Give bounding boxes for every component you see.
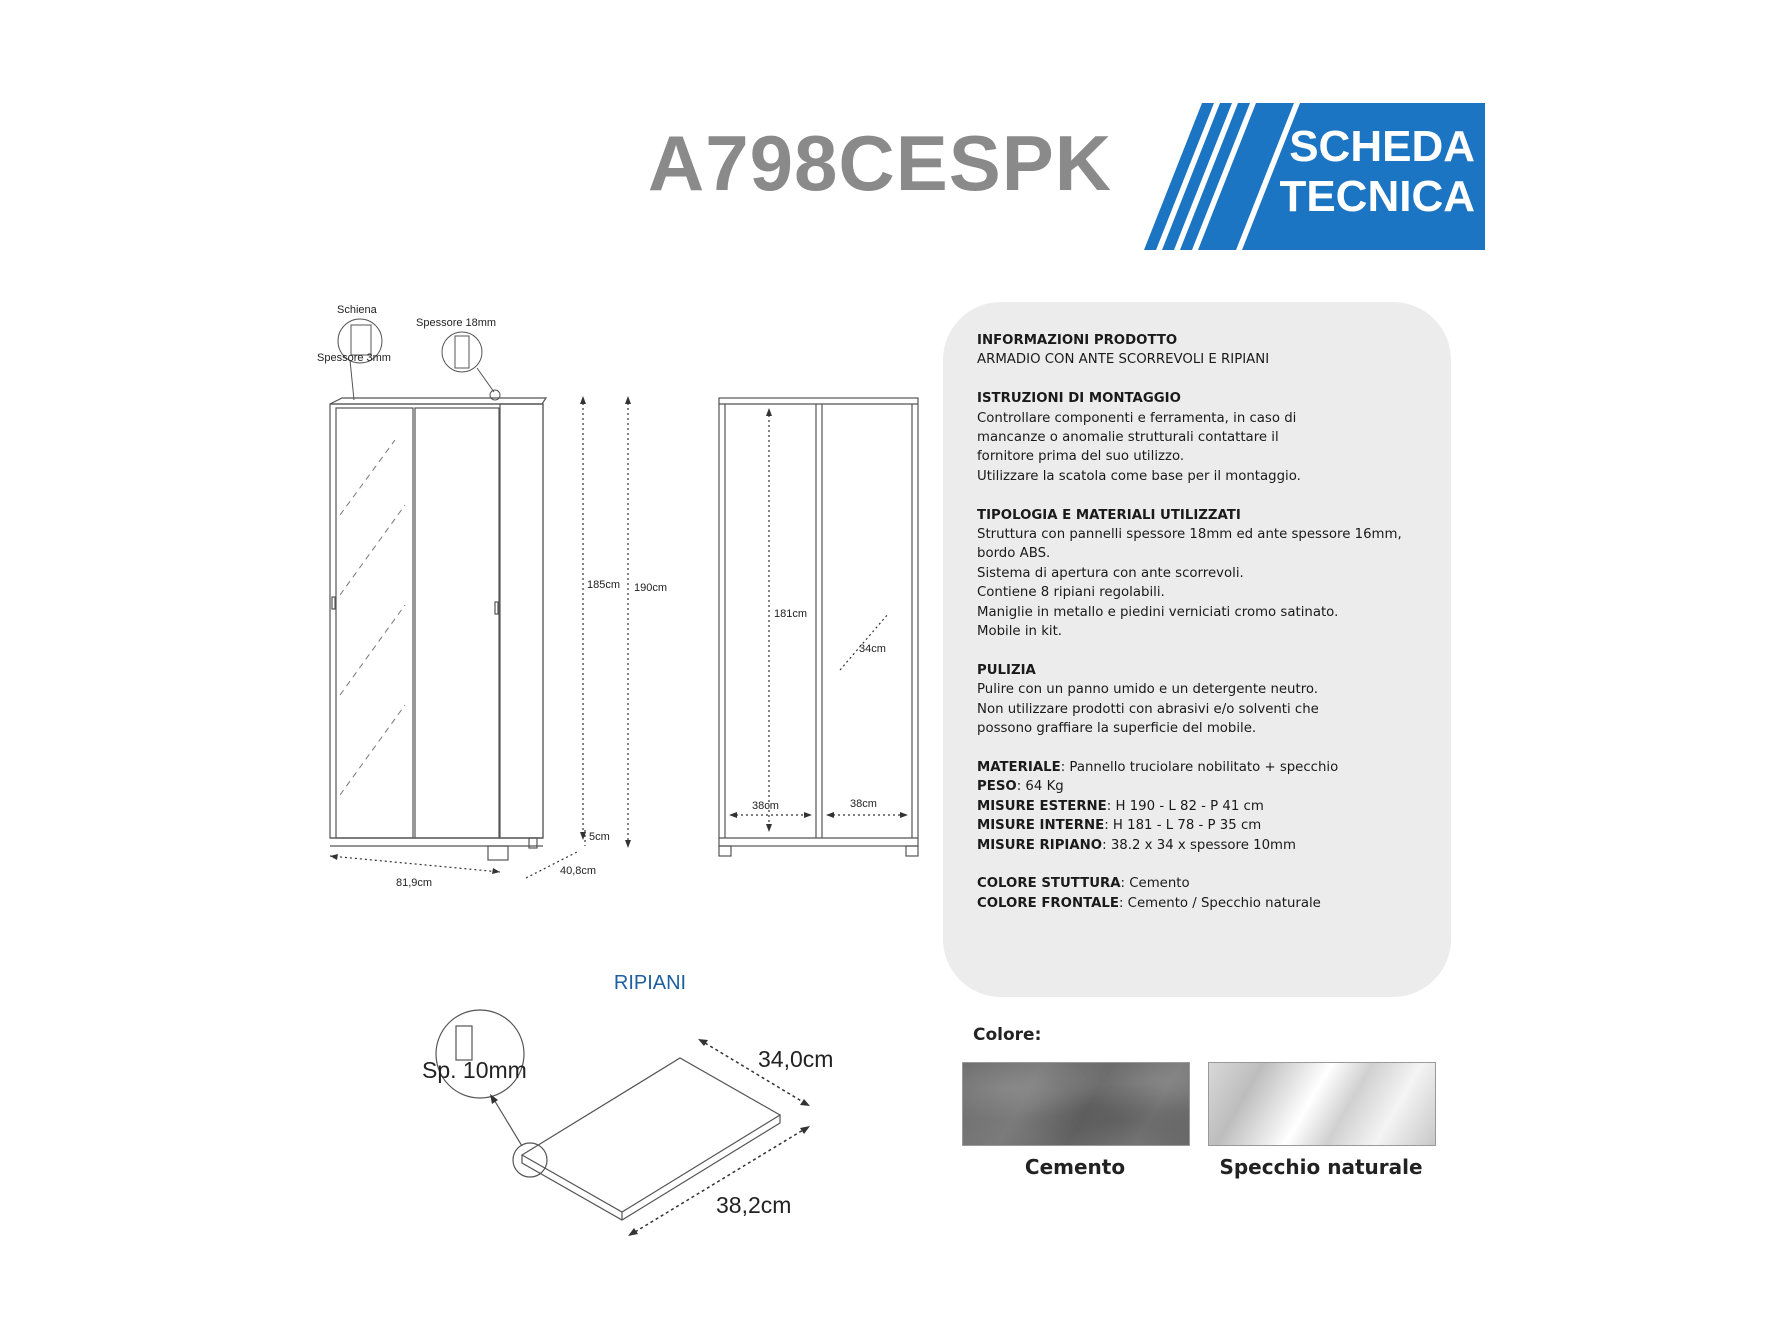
section-title: TIPOLOGIA E MATERIALI UTILIZZATI bbox=[977, 507, 1241, 523]
label-schiena: Schiena bbox=[337, 304, 377, 316]
swatch-cemento bbox=[962, 1062, 1190, 1146]
shelf-top bbox=[522, 1058, 780, 1212]
dim-height-190: 190cm bbox=[634, 582, 668, 594]
dim-depth-40-8: 40,8cm bbox=[560, 865, 597, 877]
door-handle bbox=[332, 597, 335, 609]
wardrobe-top bbox=[330, 398, 546, 404]
shelf-drawing bbox=[436, 1010, 780, 1220]
section-materiali bbox=[977, 506, 1437, 642]
shelf-zoom-profile bbox=[456, 1026, 472, 1060]
spec-peso: PESO: 64 Kg bbox=[977, 779, 1064, 795]
section-title: ISTRUZIONI DI MONTAGGIO bbox=[977, 391, 1181, 407]
shelf-zoom-circle bbox=[436, 1010, 524, 1098]
section-specs bbox=[977, 758, 1437, 855]
text-line: Maniglie in metallo e piedini verniciati cromo satinato. bbox=[977, 604, 1339, 620]
text-line: possono graffiare la superficie del mobile. bbox=[977, 721, 1257, 737]
sliding-door-cemento bbox=[415, 408, 499, 838]
section-title: PULIZIA bbox=[977, 662, 1036, 678]
dim-inside-height-181: 181cm bbox=[774, 608, 808, 620]
wardrobe-side bbox=[500, 404, 543, 838]
text-line: Struttura con pannelli spessore 18mm ed ante spessore 16mm, bbox=[977, 527, 1402, 543]
inside-arrowheads bbox=[729, 408, 908, 832]
badge-line-2: TECNICA bbox=[1279, 172, 1475, 221]
dim-base-5: 5cm bbox=[589, 831, 610, 843]
text-line: bordo ABS. bbox=[977, 546, 1051, 562]
text-line: Utilizzare la scatola come base per il montaggio. bbox=[977, 468, 1301, 484]
dim-width-81-9: 81,9cm bbox=[396, 877, 433, 889]
swatch-label-specchio: Specchio naturale bbox=[1219, 1155, 1423, 1179]
dim-inside-width-38-left: 38cm bbox=[752, 800, 779, 812]
spec-misure-ripiano: MISURE RIPIANO: 38.2 x 34 x spessore 10mm bbox=[977, 837, 1296, 853]
ripiani-title: RIPIANI bbox=[613, 972, 687, 994]
mirror-reflection-lines bbox=[340, 440, 405, 795]
label-spessore-3mm: Spessore 3mm bbox=[317, 352, 391, 364]
text-line: Non utilizzare prodotti con abrasivi e/o solventi che bbox=[977, 701, 1319, 717]
inside-dimension-lines bbox=[731, 410, 906, 830]
inside-foot bbox=[906, 846, 918, 856]
spec-misure-esterne: MISURE ESTERNE: H 190 - L 82 - P 41 cm bbox=[977, 798, 1264, 814]
spec-colore-frontale: COLORE FRONTALE: Cemento / Specchio naturale bbox=[977, 895, 1321, 911]
shelf-depth-label: 34,0cm bbox=[758, 1046, 834, 1072]
wardrobe-foot bbox=[488, 846, 508, 860]
text-line: Sistema di apertura con ante scorrevoli. bbox=[977, 565, 1244, 581]
shelf-width-label: 38,2cm bbox=[716, 1192, 792, 1218]
wardrobe-inside-view bbox=[719, 398, 918, 856]
dim-height-185: 185cm bbox=[587, 579, 621, 591]
badge-line-1: SCHEDA bbox=[1289, 122, 1475, 171]
section-prodotto bbox=[977, 331, 1437, 370]
section-pulizia bbox=[977, 661, 1437, 739]
wardrobe-front-view bbox=[330, 398, 546, 860]
info-text bbox=[977, 331, 1437, 933]
spec-materiale: MATERIALE: Pannello truciolare nobilitato + specchio bbox=[977, 759, 1339, 775]
swatch-specchio-naturale bbox=[1208, 1062, 1436, 1146]
spec-colore-struttura: COLORE STUTTURA: Cemento bbox=[977, 876, 1190, 892]
text-line: Mobile in kit. bbox=[977, 624, 1063, 640]
shelf-thickness-label: Sp. 10mm bbox=[422, 1057, 527, 1083]
text-line: ARMADIO CON ANTE SCORREVOLI E RIPIANI bbox=[977, 352, 1270, 368]
text-line: Controllare componenti e ferramenta, in caso di bbox=[977, 410, 1297, 426]
dim-inside-width-38-right: 38cm bbox=[850, 798, 877, 810]
wardrobe-body bbox=[330, 404, 543, 838]
section-title: INFORMAZIONI PRODOTTO bbox=[977, 333, 1178, 348]
dim-inside-depth-34: 34cm bbox=[859, 643, 886, 655]
sliding-door-mirror bbox=[336, 408, 413, 838]
label-spessore-18mm: Spessore 18mm bbox=[416, 317, 497, 329]
section-colors bbox=[977, 874, 1437, 913]
text-line: Contiene 8 ripiani regolabili. bbox=[977, 585, 1165, 601]
text-line: fornitore prima del suo utilizzo. bbox=[977, 449, 1185, 465]
front-dimension-lines bbox=[330, 398, 628, 878]
inside-foot bbox=[719, 846, 731, 856]
text-line: Pulire con un panno umido e un detergente neutro. bbox=[977, 682, 1319, 698]
swatch-label-cemento: Cemento bbox=[1024, 1155, 1126, 1179]
spessore-18mm-callout bbox=[442, 332, 500, 400]
product-code-title: A798CESPK bbox=[647, 119, 1113, 207]
colore-label: Colore: bbox=[973, 1025, 1042, 1045]
inside-frame bbox=[719, 398, 918, 846]
door-handle bbox=[495, 602, 498, 614]
section-montaggio bbox=[977, 389, 1437, 486]
spec-misure-interne: MISURE INTERNE: H 181 - L 78 - P 35 cm bbox=[977, 818, 1262, 834]
text-line: mancanze o anomalie strutturali contattare il bbox=[977, 430, 1279, 446]
